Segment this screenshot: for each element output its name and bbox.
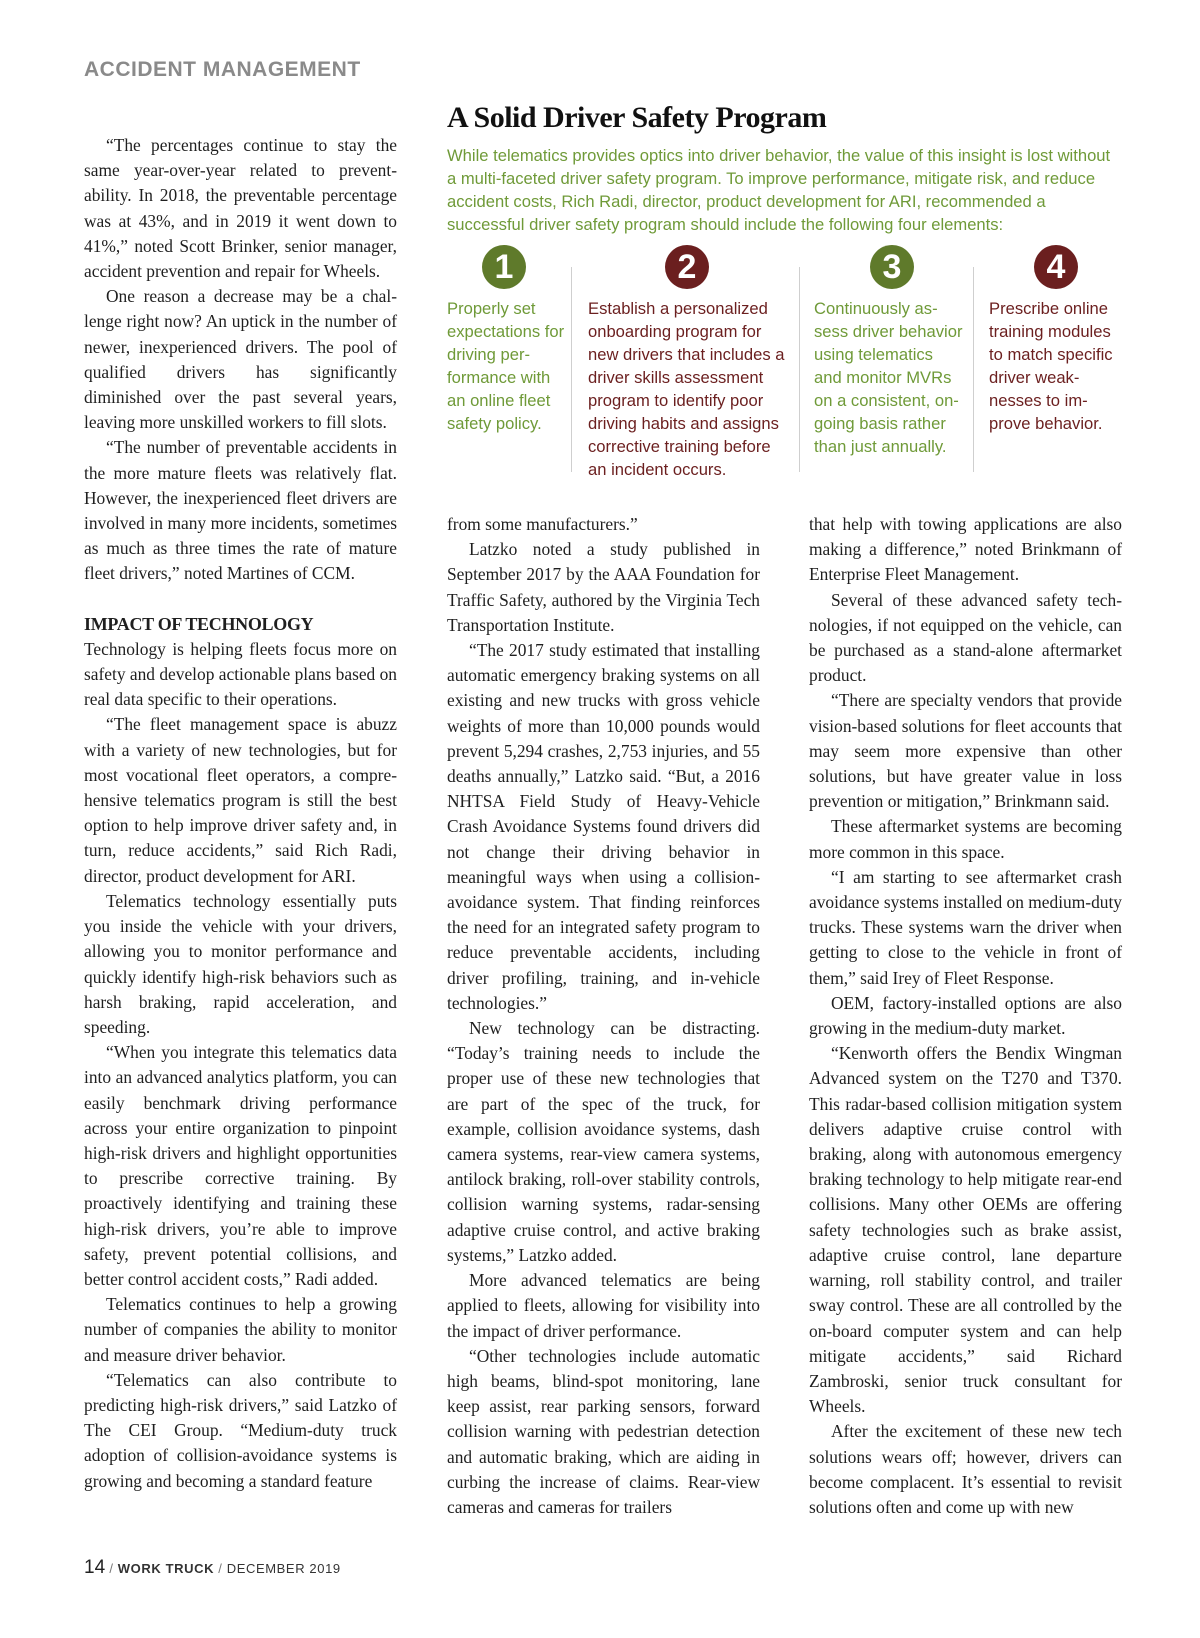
paragraph: “Kenworth offers the Bendix Wingman Advanced system on the T270 and T370. This radar-based collision mitigation system delivers adaptive cruise control with braking, along with autonomous emergency braking technology to help mitigate rear-end collisions. Many other OEMs are offering safety technologies such as brake assist, adaptive cruise control, lane departure warning, roll stability control, and trailer sway control. These are all controlled by the on-board computer system and can help mitigate accidents,” said Richard Zambroski, senior truck consultant for Wheels. bbox=[809, 1043, 1122, 1417]
subhead: IMPACT OF TECHNOLOGY bbox=[84, 613, 314, 634]
step-divider bbox=[799, 267, 800, 472]
step-number-badge: 2 bbox=[665, 245, 709, 289]
article-column-3 bbox=[809, 512, 1122, 1520]
sidebar-box bbox=[447, 100, 1122, 479]
paragraph: One reason a decrease may be a challenge right now? An uptick in the number of newer, inexperienced drivers. The pool of qualified drivers has significantly diminished over the past several years, leaving more unskilled workers to fill slots. bbox=[84, 286, 397, 433]
paragraph: “The number of preventable accidents in the more mature fleets was relatively flat. However, the inexperienced fleet drivers are involved in many more incidents, sometimes as much as three times the rate of mature fleet drivers,” noted Martines of CCM. bbox=[84, 437, 397, 584]
sidebar-title: A Solid Driver Safety Program bbox=[447, 101, 827, 134]
paragraph: Several of these advanced safety technologies, if not equipped on the vehicle, can be purchased as a stand-alone aftermarket product. bbox=[809, 589, 1122, 686]
paragraph: After the excitement of these new tech solutions wears off; however, drivers can become complacent. It’s essential to revisit solutions often and come up with new bbox=[809, 1421, 1122, 1517]
paragraph: from some manufacturers.” bbox=[447, 514, 638, 534]
paragraph: “The fleet management space is abuzz with a variety of new technologies, but for most vocational fleet operators, a comprehensive telematics program is still the best option to help improve driver safety and, in turn, reduce accidents,” said Rich Radi, director, product development for ARI. bbox=[84, 714, 397, 886]
footer-separator: / bbox=[109, 1561, 114, 1576]
step-text: Prescribe online training modules to match specific driver weaknesses to improve behavior. bbox=[989, 299, 1113, 433]
paragraph: that help with towing applications are also making a difference,” noted Brinkmann of Enterprise Fleet Management. bbox=[809, 514, 1122, 585]
section-label: ACCIDENT MANAGEMENT bbox=[84, 58, 361, 81]
article-column-1 bbox=[84, 133, 397, 1494]
step-text: Establish a personalized onboarding program for new drivers that includes a driver skills assessment program to identify poor driving habits and assigns corrective training before an incident occurs. bbox=[588, 299, 785, 479]
paragraph: “Other technologies include automatic high beams, blind-spot monitoring, lane keep assist, rear parking sensors, forward collision warning with pedestrian detection and automatic braking, which are aiding in curbing the increase of claims. Rear-view cameras and cameras for trailers bbox=[447, 1345, 760, 1517]
paragraph: “Telematics can also contribute to predicting high-risk drivers,” said Latzko of The CEI Group. “Medium-duty truck adoption of collision-avoidance systems is growing and becoming a standard feature bbox=[84, 1369, 397, 1491]
paragraph: “I am starting to see aftermarket crash avoidance systems installed on medium-duty trucks. These systems warn the driver when getting to close to the vehicle in front of them,” said Irey of Fleet Response. bbox=[809, 866, 1122, 988]
magazine-name: WORK TRUCK bbox=[117, 1561, 215, 1576]
paragraph: Technology is helping fleets focus more on safety and develop actionable plans based on real data specific to their operations. bbox=[84, 638, 397, 710]
paragraph: More advanced telematics are being applied to fleets, allowing for visibility into the impact of driver performance. bbox=[447, 1270, 760, 1341]
sidebar-intro: While telematics provides optics into driver behavior, the value of this insight is lost without a multi-faceted driver safety program. To improve performance, mitigate risk, and reduce accident costs, Rich Radi, director, product development for ARI, recommended a successful driver safety program should include the following four elements: bbox=[447, 146, 1111, 234]
step-number-badge: 4 bbox=[1034, 245, 1078, 289]
page-footer bbox=[84, 1557, 341, 1579]
paragraph: OEM, factory-installed options are also growing in the medium-duty market. bbox=[809, 992, 1122, 1039]
paragraph: Latzko noted a study published in September 2017 by the AAA Foundation for Traffic Safety, authored by the Virginia Tech Transportation Institute. bbox=[447, 539, 760, 635]
steps-list bbox=[447, 245, 1122, 480]
step-text: Continuously assess driver behavior using telematics and monitor MVRs on a consistent, ongoing basis rather than just annually. bbox=[814, 299, 963, 456]
page-number: 14 bbox=[84, 1557, 106, 1578]
step-number-badge: 1 bbox=[482, 245, 526, 289]
article-column-2 bbox=[447, 512, 760, 1520]
paragraph: “When you integrate this telematics data into an advanced analytics platform, you can easily benchmark driving performance across your entire organization to pinpoint high-risk drivers and highlight opportunities to prescribe corrective training. By proactively identifying and training these high-risk drivers, you’re able to improve safety, prevent potential collisions, and better control accident costs,” Radi added. bbox=[84, 1042, 397, 1289]
paragraph: “The percentages continue to stay the same year-over-year related to preventability. In 2018, the preventable percentage was at 43%, and in 2019 it went down to 41%,” noted Scott Brinker, senior manager, accident prevention and repair for Wheels. bbox=[84, 135, 397, 282]
paragraph: Telematics continues to help a growing number of companies the ability to monitor and measure driver behavior. bbox=[84, 1294, 397, 1365]
step-divider bbox=[571, 267, 572, 472]
paragraph: Telematics technology essentially puts you inside the vehicle with your drivers, allowing you to monitor performance and quickly identify high-risk behaviors such as harsh braking, rapid acceleration, and speeding. bbox=[84, 890, 397, 1037]
paragraph: New technology can be distracting. “Today’s training needs to include the proper use of these new technologies that are part of the spec of the truck, for example, collision avoidance systems, dash camera systems, rear-view camera systems, antilock braking, roll-over stability controls, collision warning systems, radar-sensing adaptive cruise control, and active braking systems,” Latzko added. bbox=[447, 1018, 760, 1265]
paragraph: “There are specialty vendors that provide vision-based solutions for fleet accounts that may seem more expensive than other solutions, but have greater value in loss prevention or mitigation,” Brinkmann said. bbox=[809, 690, 1122, 812]
step-text: Properly set expectations for driving performance with an online fleet safety policy. bbox=[447, 299, 565, 433]
footer-separator: / bbox=[218, 1561, 223, 1576]
step-divider bbox=[973, 267, 974, 472]
step-number-badge: 3 bbox=[870, 245, 914, 289]
paragraph: “The 2017 study estimated that installing automatic emergency braking systems on all existing and new trucks with gross vehicle weights of more than 10,000 pounds would prevent 5,294 crashes, 2,753 injuries, and 55 deaths annually,” Latzko said. “But, a 2016 NHTSA Field Study of Heavy-Vehicle Crash Avoidance Systems found drivers did not change their driving behavior in meaningful ways when using a collision-avoidance system. That finding reinforces the need for an integrated safety program to reduce preventable accidents, including driver profiling, training, and in-vehicle technologies.” bbox=[447, 640, 760, 1013]
issue-date: DECEMBER 2019 bbox=[226, 1561, 341, 1576]
paragraph: These aftermarket systems are becoming more common in this space. bbox=[809, 816, 1122, 862]
